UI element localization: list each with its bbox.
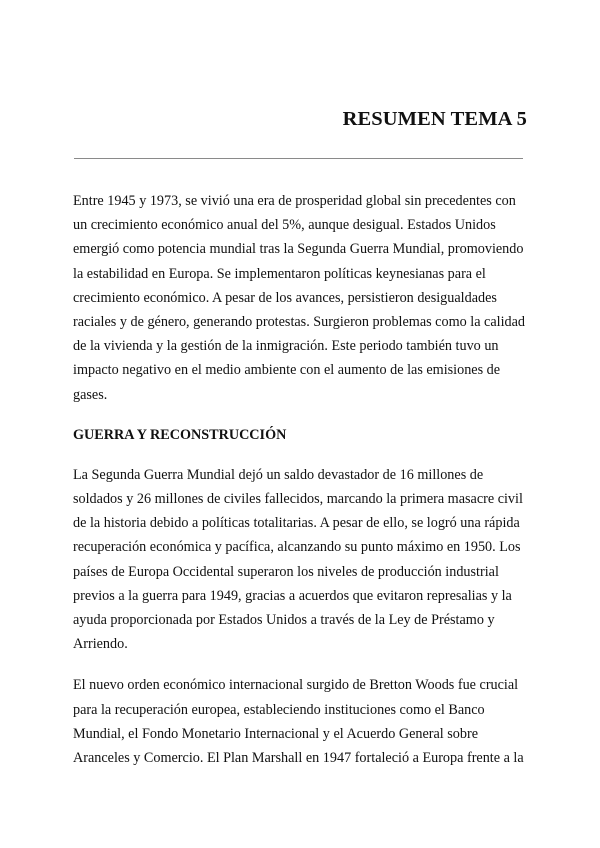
title-divider — [74, 158, 523, 159]
document-body — [73, 189, 526, 787]
body-paragraph-2: El nuevo orden económico internacional surgido de Bretton Woods fue crucial para la recuperación europea, estableciendo instituciones como el Banco Mundial, el Fondo Monetario Internacional y el Acuerdo General sobre Aranceles y Comercio. El Plan Marshall en 1947 fortaleció a Europa frente a la — [73, 677, 524, 767]
section-heading: GUERRA Y RECONSTRUCCIÓN — [73, 426, 287, 443]
document-title: RESUMEN TEMA 5 — [342, 108, 527, 130]
intro-paragraph: Entre 1945 y 1973, se vivió una era de prosperidad global sin precedentes con un crecimiento económico anual del 5%, aunque desigual. Estados Unidos emergió como potencia mundial tras la Segunda Guerra Mundial, promoviendo la estabilidad en Europa. Se implementaron políticas keynesianas para el crecimiento económico. A pesar de los avances, persistieron desigualdades raciales y de género, generando protestas. Surgieron problemas como la calidad de la vivienda y la gestión de la inmigración. Este periodo también tuvo un impacto negativo en el medio ambiente con el aumento de las emisiones de gases. — [73, 193, 525, 403]
body-paragraph-1: La Segunda Guerra Mundial dejó un saldo devastador de 16 millones de soldados y 26 millones de civiles fallecidos, marcando la primera masacre civil de la historia debido a políticas totalitarias. A pesar de ello, se logró una rápida recuperación económica y pacífica, alcanzando su punto máximo en 1950. Los países de Europa Occidental superaron los niveles de producción industrial previos a la guerra para 1949, gracias a acuerdos que evitaron represalias y la ayuda proporcionada por Estados Unidos a través de la Ley de Préstamo y Arriendo. — [73, 466, 523, 653]
